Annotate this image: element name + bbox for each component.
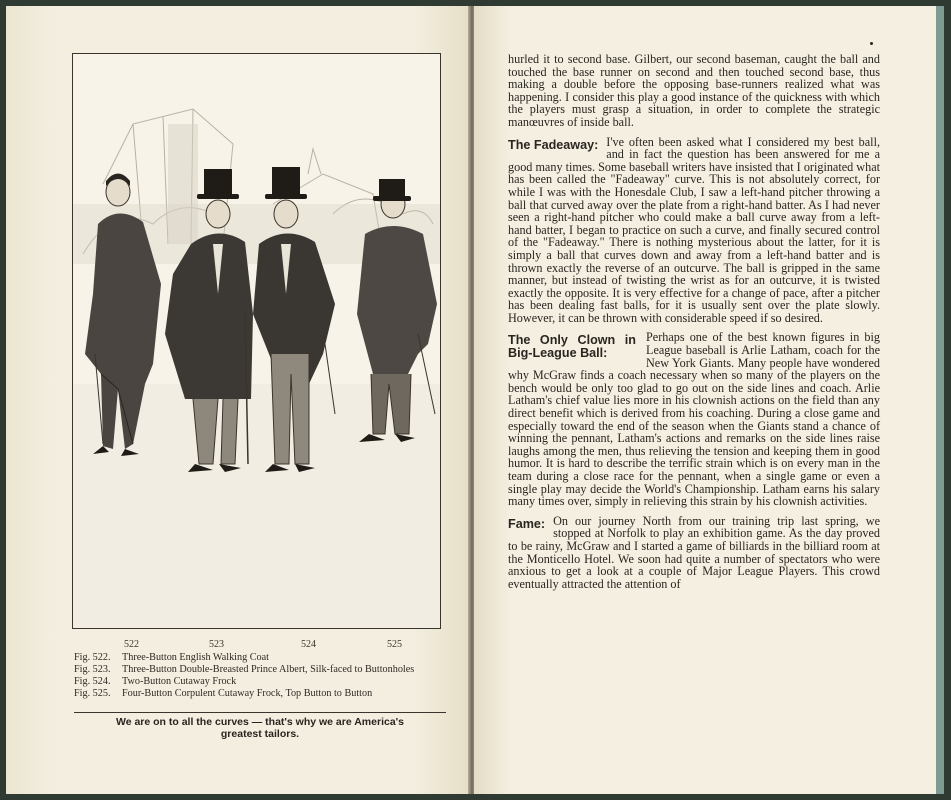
caption-row: [74, 688, 454, 700]
figure-captions: [74, 652, 454, 700]
caption-row: [74, 676, 454, 688]
caption-text: Four-Button Corpulent Cutaway Frock, Top Button to Button: [122, 688, 373, 699]
tagline-line: We are on to all the curves — that's why we are America's: [115, 716, 405, 728]
section-fame: [508, 515, 880, 591]
figure-number: 524: [301, 639, 316, 650]
caption-text: Two-Button Cutaway Frock: [122, 676, 237, 687]
section-body: On our journey North from our training trip last spring, we stopped at Norfolk to play an exhibition game. As the day proved to be rainy, McGraw and I started a game of billiards in the billiard room at the Monticello Hotel. We soon had quite a number of spectators who were anxious to get a look at a couple of Major League Players. This crowd eventually attracted the attention of: [508, 513, 880, 591]
caption-text: Three-Button Double-Breasted Prince Albert, Silk-faced to Buttonholes: [122, 664, 415, 675]
caption-label: Fig. 522.: [74, 652, 111, 663]
section-body: Perhaps one of the best known figures in big League baseball is Arlie Latham, coach for the New York Giants. Many people have wondered why McGraw finds a coach necessary when so many of the players on the bench would be only too glad to go out on the side lines and coach. Arlie Latham's chief value lies more in his clownish actions on the field than any direct benefit which is derived from his coaching. During a close game and especially toward the end of the season when the Giants stand a chance of winning the pennant, Latham's actions and remarks on the side lines raise laughs among the men, thus relieving the tension and keeping them in good humor. It is hard to describe the terrific strain which is on every man in the team during a close race for the pennant, when a single game or even a single play may decide the World's Championship. Latham earns his salary many times over, simply in relieving this strain by his clownish activities.: [508, 330, 880, 509]
figure-numbers: [72, 639, 439, 653]
section-body: I've often been asked what I considered my best ball, and in fact the question has been answered for me a good many times. Some baseball writers have insisted that I originated what has been called the "Fadeaway" curve. This is not absolutely correct, for while I was with the Honesdale Club, I saw a left-hand pitcher throwing a ball that curved away over the plate from a right-hand batter. As I had never seen a right-hand pitcher who could make a ball curve away from a left-hand batter, I began to practice on such a curve, and finally secured control of the "Fadeaway." There is nothing mysterious about the latter, for it is simply a ball that curves down and away from a left-hand batter and is thrown exactly the reverse of an outcurve. The ball is gripped in the same manner, but instead of twisting the wrist as for an outcurve, it is twisted exactly the opposite. It is very effective for a change of pace, after a pitcher has been dealing fast balls, for it is usually sent over the plate slowly. However, it can be thrown with considerable speed if so desired.: [508, 134, 880, 325]
tagline-line: greatest tailors.: [220, 728, 300, 740]
figure-number: 522: [124, 639, 139, 650]
section-fadeaway: [508, 136, 880, 325]
caption-label: Fig. 525.: [74, 688, 111, 699]
caption-text: Three-Button English Walking Coat: [122, 652, 269, 663]
caption-label: Fig. 524.: [74, 676, 111, 687]
article-body: [508, 53, 880, 590]
left-page: [6, 6, 470, 794]
section-heading: The Only Clown in Big-League Ball:: [508, 333, 636, 361]
tailor-tagline: [74, 716, 446, 740]
ink-speck: [870, 42, 873, 45]
figure-number: 525: [387, 639, 402, 650]
caption-row: [74, 652, 454, 664]
section-only-clown: [508, 331, 880, 507]
fashion-illustration: [72, 53, 441, 629]
section-heading: The Fadeaway:: [508, 137, 599, 152]
book-spread: [6, 6, 944, 794]
section-heading: Fame:: [508, 516, 546, 531]
intro-paragraph: hurled it to second base. Gilbert, our second baseman, caught the ball and touched the base runner on second and then touched second base, thus making a double before the opposing base-runners realized what was happening. I consider this play a good instance of the quickness with which the players must grasp a situation, in order to complete the strategic manœuvres of inside ball.: [508, 52, 880, 129]
figure-number: 523: [209, 639, 224, 650]
caption-row: [74, 664, 454, 676]
right-page: [474, 6, 936, 794]
divider: [74, 712, 446, 713]
caption-label: Fig. 523.: [74, 664, 111, 675]
four-gentlemen-illustration: [73, 54, 440, 628]
